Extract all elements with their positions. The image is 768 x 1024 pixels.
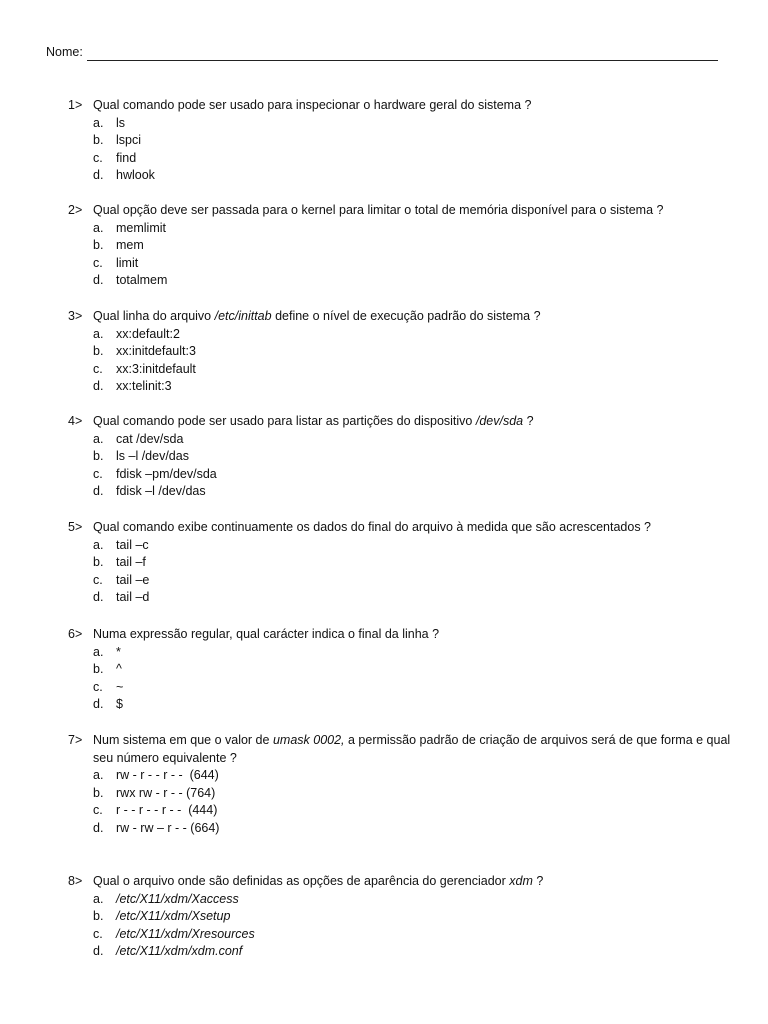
question-header: [0, 626, 768, 644]
option-text: rw - r - - r - - (644): [116, 768, 219, 782]
option-letter: c.: [93, 255, 103, 270]
option-letter: c.: [93, 150, 103, 165]
question-text: Qual comando exibe continuamente os dados do final do arquivo à medida que são acrescentados ?: [93, 520, 652, 534]
option-letter: b.: [93, 238, 104, 252]
question-number: 6>: [68, 627, 83, 641]
option-letter: d.: [93, 590, 104, 604]
question-7: [0, 732, 768, 837]
option-text: totalmem: [116, 273, 168, 287]
option-d: [0, 696, 768, 714]
option-b: [0, 237, 768, 255]
question-3: [0, 308, 768, 396]
option-text: ls –l /dev/das: [116, 449, 189, 463]
option-text: ^: [116, 662, 122, 676]
option-c: [0, 255, 768, 273]
option-d: [0, 378, 768, 396]
option-d: [0, 589, 768, 607]
question-text: Num sistema em que o valor de umask 0002, a permissão padrão de criação de arquivos será de que forma e qual seu número equivalente ?: [93, 733, 731, 765]
option-c: [0, 926, 768, 944]
option-c: [0, 802, 768, 820]
option-text: fdisk –pm/dev/sda: [116, 466, 217, 481]
question-4: [0, 413, 768, 501]
option-d: [0, 820, 768, 838]
option-a: [0, 537, 768, 555]
name-row: [46, 43, 718, 61]
option-c: [0, 466, 768, 484]
question-number: 1>: [68, 98, 83, 112]
option-text: xx:initdefault:3: [116, 344, 196, 358]
option-letter: a.: [93, 537, 104, 552]
option-letter: b.: [93, 555, 104, 569]
option-b: [0, 785, 768, 803]
question-text: Qual comando pode ser usado para listar as partições do dispositivo /dev/sda ?: [93, 414, 534, 428]
question-text: Numa expressão regular, qual carácter indica o final da linha ?: [93, 627, 440, 641]
option-letter: b.: [93, 344, 104, 358]
question-header: [0, 97, 768, 115]
option-text: /etc/X11/xdm/xdm.conf: [116, 944, 243, 958]
option-a: [0, 220, 768, 238]
question-header: [0, 732, 768, 767]
option-text: r - - r - - r - - (444): [116, 803, 218, 817]
option-letter: a.: [93, 326, 104, 341]
name-label: Nome:: [46, 45, 83, 59]
option-text: rw - rw – r - - (664): [116, 820, 220, 835]
option-text: tail –d: [116, 590, 150, 604]
option-text: tail –c: [116, 537, 149, 552]
option-d: [0, 943, 768, 961]
option-a: [0, 767, 768, 785]
option-text: memlimit: [116, 220, 166, 235]
option-text: find: [116, 150, 137, 165]
option-text: /etc/X11/xdm/Xaccess: [116, 891, 239, 906]
option-text: lspci: [116, 133, 142, 147]
option-text: xx:default:2: [116, 326, 180, 341]
question-header: [0, 202, 768, 220]
option-letter: d.: [93, 379, 104, 393]
option-text: $: [116, 697, 123, 711]
option-text: xx:3:initdefault: [116, 361, 196, 376]
option-text: hwlook: [116, 168, 155, 182]
option-letter: a.: [93, 431, 104, 446]
option-letter: c.: [93, 803, 103, 817]
question-text: Qual linha do arquivo /etc/inittab define o nível de execução padrão do sistema ?: [93, 309, 541, 323]
option-letter: c.: [93, 361, 103, 376]
question-8: [0, 873, 768, 961]
option-text: fdisk –l /dev/das: [116, 484, 206, 498]
option-d: [0, 272, 768, 290]
option-letter: b.: [93, 449, 104, 463]
option-b: [0, 661, 768, 679]
option-letter: d.: [93, 820, 104, 835]
question-1: [0, 97, 768, 185]
question-number: 7>: [68, 733, 83, 747]
option-c: [0, 150, 768, 168]
option-letter: b.: [93, 662, 104, 676]
option-b: [0, 448, 768, 466]
option-text: *: [116, 644, 121, 659]
question-text: Qual o arquivo onde são definidas as opções de aparência do gerenciador xdm ?: [93, 874, 544, 888]
option-letter: b.: [93, 133, 104, 147]
option-text: /etc/X11/xdm/Xsetup: [116, 909, 231, 923]
option-a: [0, 644, 768, 662]
option-b: [0, 132, 768, 150]
option-b: [0, 554, 768, 572]
option-text: tail –f: [116, 555, 146, 569]
option-text: ls: [116, 115, 126, 130]
question-5: [0, 519, 768, 607]
option-c: [0, 361, 768, 379]
question-header: [0, 519, 768, 537]
option-text: /etc/X11/xdm/Xresources: [116, 926, 255, 941]
question-text: Qual opção deve ser passada para o kernel para limitar o total de memória disponível para o sistema ?: [93, 203, 664, 217]
question-header: [0, 413, 768, 431]
option-letter: c.: [93, 926, 103, 941]
option-letter: a.: [93, 644, 104, 659]
question-2: [0, 202, 768, 290]
option-b: [0, 343, 768, 361]
name-blank-line: [87, 46, 718, 61]
option-letter: c.: [93, 466, 103, 481]
option-d: [0, 167, 768, 185]
question-number: 5>: [68, 520, 83, 534]
question-number: 3>: [68, 309, 83, 323]
option-letter: a.: [93, 768, 104, 782]
question-number: 2>: [68, 203, 83, 217]
option-c: [0, 679, 768, 697]
option-letter: b.: [93, 909, 104, 923]
option-letter: a.: [93, 220, 104, 235]
option-letter: a.: [93, 115, 104, 130]
option-a: [0, 326, 768, 344]
option-text: limit: [116, 255, 139, 270]
option-letter: c.: [93, 572, 103, 587]
option-a: [0, 431, 768, 449]
option-letter: d.: [93, 168, 104, 182]
option-letter: b.: [93, 785, 104, 800]
option-a: [0, 891, 768, 909]
option-text: rwx rw - r - - (764): [116, 785, 216, 800]
option-letter: d.: [93, 273, 104, 287]
option-b: [0, 908, 768, 926]
question-header: [0, 873, 768, 891]
option-letter: a.: [93, 891, 104, 906]
option-d: [0, 483, 768, 501]
question-number: 4>: [68, 414, 83, 428]
option-text: xx:telinit:3: [116, 379, 172, 393]
question-header: [0, 308, 768, 326]
option-text: mem: [116, 238, 144, 252]
question-number: 8>: [68, 874, 83, 888]
option-letter: c.: [93, 679, 103, 694]
question-text: Qual comando pode ser usado para inspecionar o hardware geral do sistema ?: [93, 98, 532, 112]
option-text: ~: [116, 679, 124, 694]
option-letter: d.: [93, 944, 104, 958]
question-6: [0, 626, 768, 714]
option-text: tail –e: [116, 572, 150, 587]
option-letter: d.: [93, 484, 104, 498]
option-a: [0, 115, 768, 133]
option-letter: d.: [93, 697, 104, 711]
option-c: [0, 572, 768, 590]
option-text: cat /dev/sda: [116, 431, 184, 446]
